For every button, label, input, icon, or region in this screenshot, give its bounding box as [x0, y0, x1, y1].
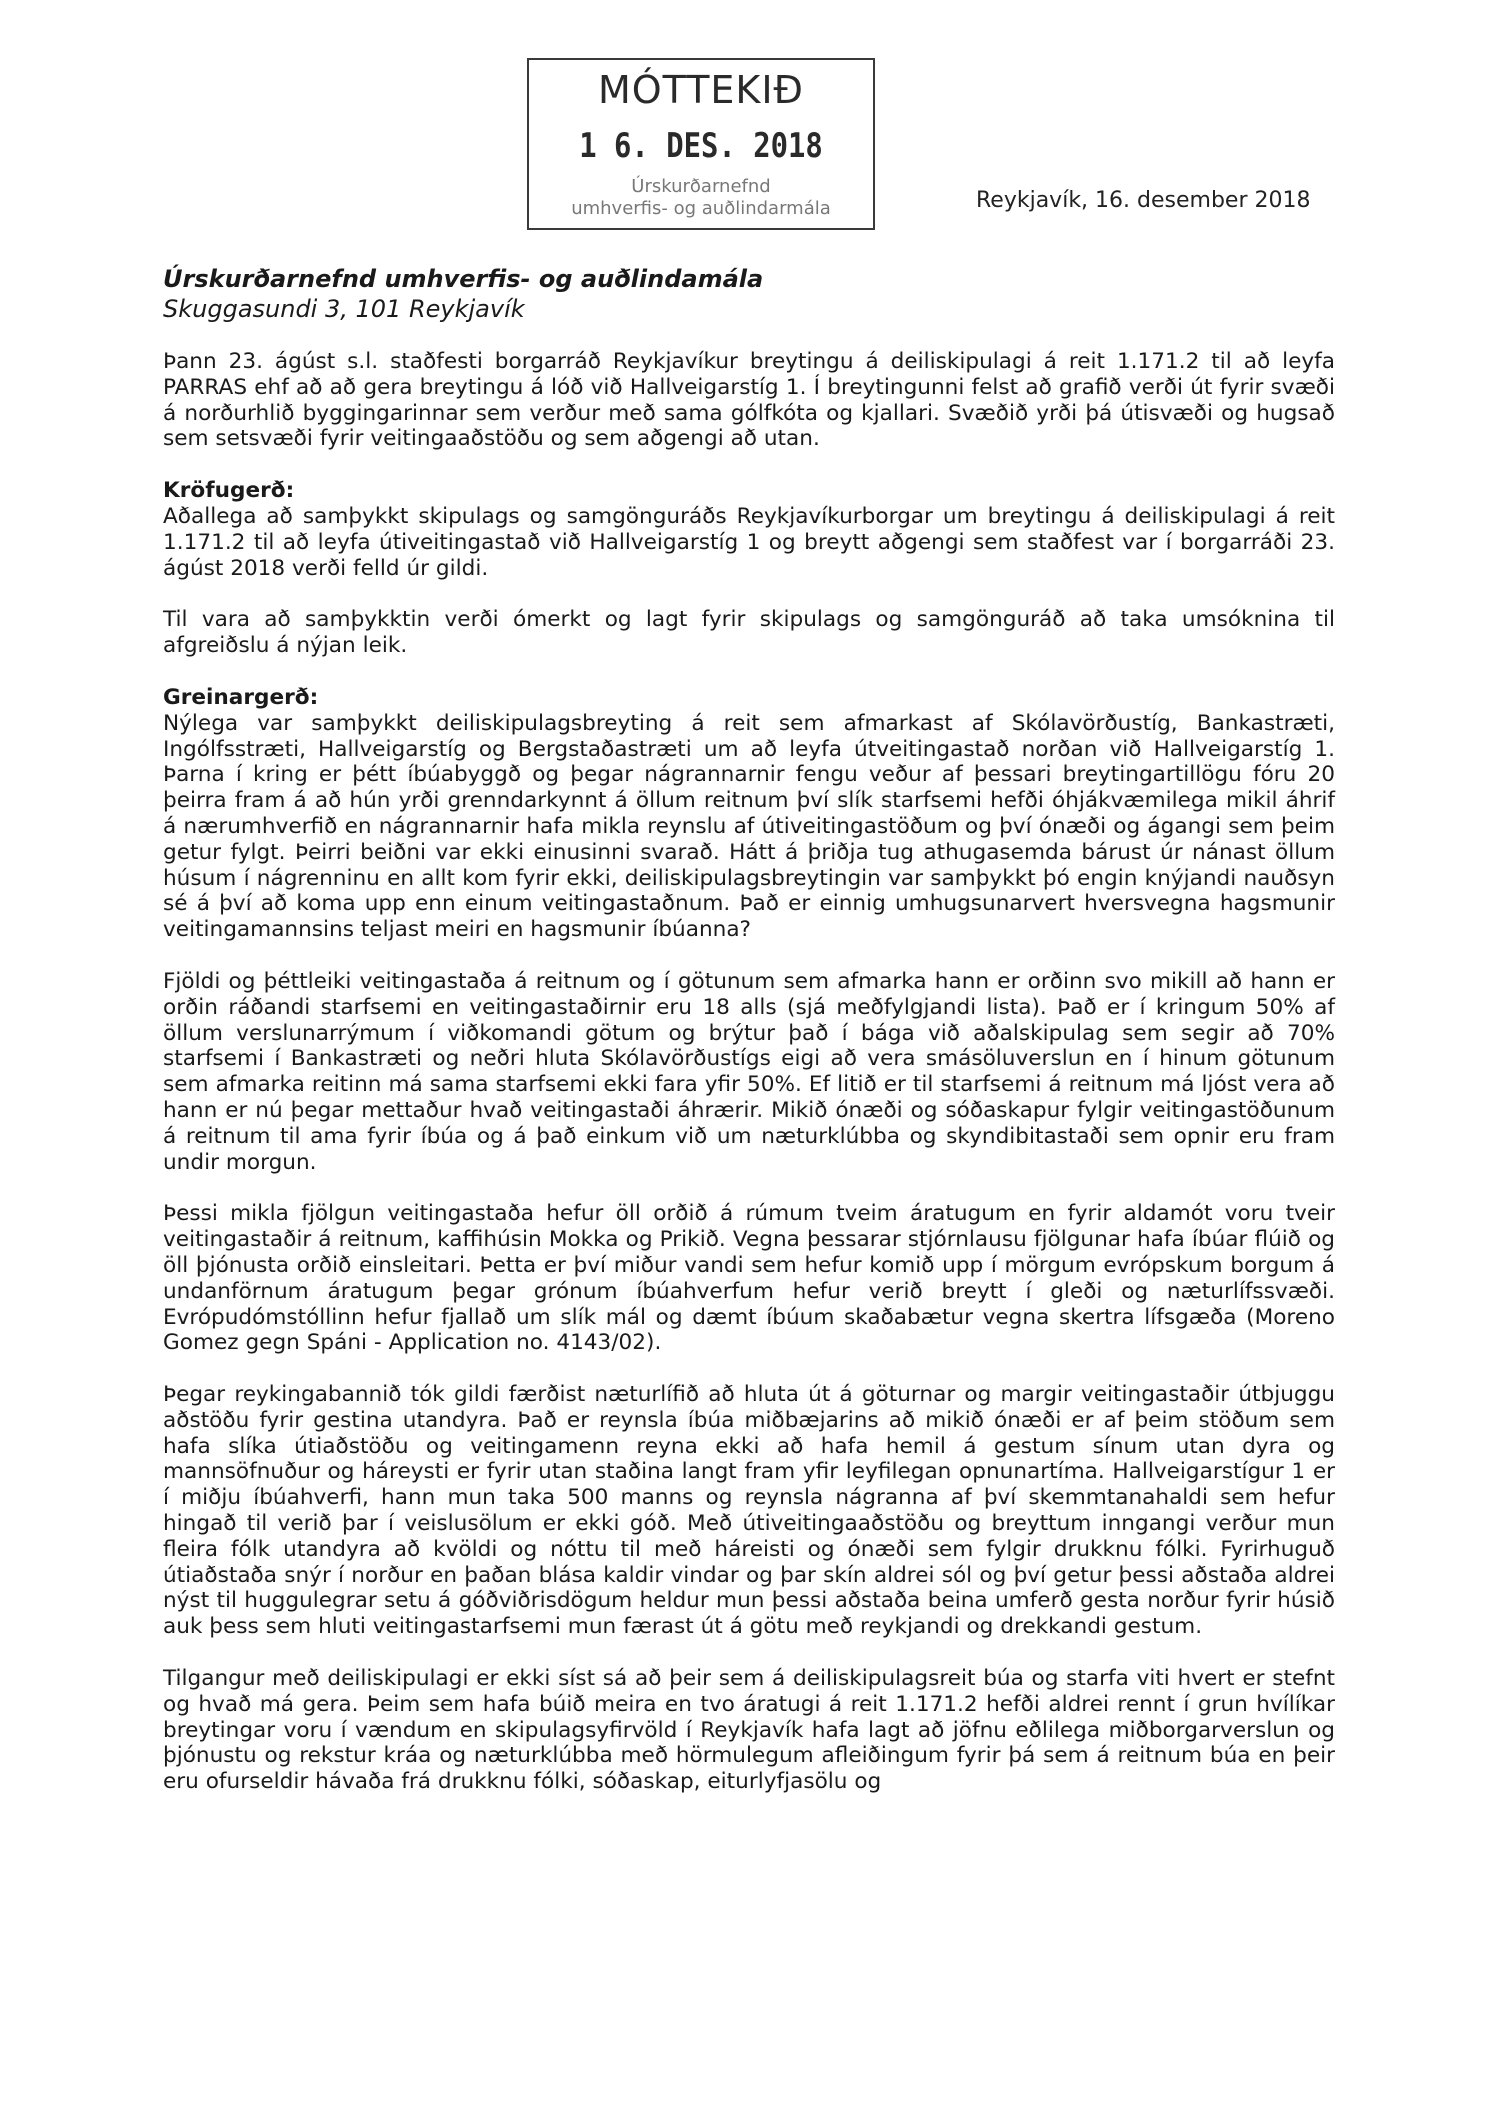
received-stamp — [527, 58, 875, 230]
intro-paragraph: Þann 23. ágúst s.l. staðfesti borgarráð Reykjavíkur breytingu á deiliskipulagi á reit 1.171.2 til að leyfa PARRAS ehf að að gera breytingu á lóð við Hallveigarstíg 1. Í breytingunni felst að grafið verði út fyrir svæði á norðurhlið byggingarinnar sem verður með sama gólfkóta og kjallari. Svæðið yrði þá útisvæði og hugsað sem setsvæði fyrir veitingaaðstöðu og sem aðgengi að utan. — [163, 349, 1335, 452]
stamp-date: 1 6. DES. 2018 — [579, 126, 823, 166]
greinargerd-paragraph-3: Þessi mikla fjölgun veitingastaða hefur öll orðið á rúmum tveim áratugum en fyrir aldamót voru tveir veitingastaðir á reitnum, kaffihúsin Mokka og Prikið. Vegna þessarar stjórnlausu fjölgunar hafa íbúar flúið og öll þjónusta orðið einsleitari. Þetta er því miður vandi sem hefur komið upp í mörgum evrópskum borgum á undanförnum áratugum þegar grónum íbúahverfum hefur verið breytt í gleði og næturlífssvæði. Evrópudómstóllinn hefur fjallað um slík mál og dæmt íbúum skaðabætur vegna skertra lífsgæða (Moreno Gomez gegn Spáni - Application no. 4143/02). — [163, 1201, 1335, 1356]
greinargerd-paragraph-5: Tilgangur með deiliskipulagi er ekki síst sá að þeir sem á deiliskipulagsreit búa og starfa viti hvert er stefnt og hvað má gera. Þeim sem hafa búið meira en tvo áratugi á reit 1.171.2 hefði aldrei rennt í grun hvílíkar breytingar voru í vændum en skipulagsyfirvöld í Reykjavík hafa lagt að jöfnu eðlilega miðborgarverslun og þjónustu og rekstur kráa og næturklúbba með hörmulegum afleiðingum fyrir þá sem á reitnum búa en þeir eru ofurseldir hávaða frá drukknu fólki, sóðaskap, eiturlyfjasölu og — [163, 1666, 1335, 1795]
letter-date: Reykjavík, 16. desember 2018 — [976, 188, 1311, 213]
krofugerd-heading: Kröfugerð: — [163, 478, 295, 504]
greinargerd-paragraph-2: Fjöldi og þéttleiki veitingastaða á reitnum og í götunum sem afmarka hann er orðinn svo mikill að hann er orðin ráðandi starfsemi en veitingastaðirnir eru 18 alls (sjá meðfylgjandi lista). Það er í kringum 50% af öllum verslunarrýmum í viðkomandi götum og brýtur það í bága við aðalskipulag sem segir að 70% starfsemi í Bankastræti og neðri hluta Skólavörðustígs eigi að vera smásöluverslun en í hinum götunum sem afmarka reitinn má sama starfsemi ekki fara yfir 50%. Ef litið er til starfsemi á reitnum má ljóst vera að hann er nú þegar mettaður hvað veitingastaði áhrærir. Mikið ónæði og sóðaskapur fylgir veitingastöðunum á reitnum til ama fyrir íbúa og á það einkum við um næturklúbba og skyndibitastaði sem opnir eru fram undir morgun. — [163, 968, 1335, 1175]
letter-body — [163, 349, 1335, 1821]
greinargerd-paragraph-4: Þegar reykingabannið tók gildi færðist næturlífið að hluta út á göturnar og margir veitingastaðir útbjuggu aðstöðu fyrir gestina utandyra. Það er reynsla íbúa miðbæjarins að mikið ónæði er af þeim stöðum sem hafa slíka útiaðstöðu og veitingamenn reyna ekki að hafa hemil á gestum sínum utan dyra og mannsöfnuður og háreysti er fyrir utan staðina langt fram yfir leyfilegan opnunartíma. Hallveigarstígur 1 er í miðju íbúahverfi, hann mun taka 500 manns og reynsla nágranna af því skemmtanahaldi sem hefur hingað til verið þar í veislusölum er ekki góð. Með útiveitingaaðstöðu og breyttum inngangi verður mun fleira fólk utandyra að kvöldi og nóttu til með háreisti og ónæði sem fylgir drukknu fólki. Fyrirhuguð útiaðstaða snýr í norður en þaðan blása kaldir vindar og þar skín aldrei sól og því getur þessi aðstaða aldrei nýst til huggulegrar setu á góðviðrisdögum heldur mun þessi aðstaða beina umferð gesta norður fyrir húsið auk þess sem hluti veitingastarfsemi mun færast út á götu með reykjandi og drekkandi gestum. — [163, 1382, 1335, 1640]
stamp-line-1: Úrskurðarnefnd — [631, 176, 771, 197]
recipient-block — [163, 264, 763, 324]
stamp-line-2: umhverfis- og auðlindarmála — [571, 198, 831, 219]
recipient-address: Skuggasundi 3, 101 Reykjavík — [163, 295, 525, 323]
krofugerd-paragraph-1: Aðallega að samþykkt skipulags og samgönguráðs Reykjavíkurborgar um breytingu á deiliskipulagi á reit 1.171.2 til að leyfa útiveitingastað við Hallveigarstíg 1 og breytt aðgengi sem staðfest var í borgarráði 23. ágúst 2018 verði felld úr gildi. — [163, 503, 1335, 581]
greinargerd-paragraph-1: Nýlega var samþykkt deiliskipulagsbreyting á reit sem afmarkast af Skólavörðustíg, Bankastræti, Ingólfsstræti, Hallveigarstíg og Bergstaðastræti um að leyfa útveitingastað norðan við Hallveigarstíg 1. Þarna í kring er þétt íbúabyggð og þegar nágrannarnir fengu veður af þessari breytingartillögu fóru 20 þeirra fram á að hún yrði grenndarkynnt á öllum reitnum því slík starfsemi hefði óhjákvæmilega mikil áhrif á nærumhverfið en nágrannarnir hafa mikla reynslu af útiveitingastöðum og því ónæði og ágangi sem þeim getur fylgt. Þeirri beiðni var ekki einusinni svarað. Hátt á þriðja tug athugasemda bárust úr nánast öllum húsum í nágrenninu en allt kom fyrir ekki, deiliskipulagsbreytingin var samþykkt þó engin knýjandi nauðsyn sé á því að koma upp enn einum veitingastaðnum. Það er einnig umhugsunarvert hversvegna hagsmunir veitingamannsins teljast meiri en hagsmunir íbúanna? — [163, 710, 1335, 943]
recipient-name: Úrskurðarnefnd umhverfis- og auðlindamála — [163, 265, 764, 293]
stamp-title: MÓTTEKIÐ — [597, 68, 805, 112]
krofugerd-paragraph-2: Til vara að samþykktin verði ómerkt og lagt fyrir skipulags og samgönguráð að taka umsóknina til afgreiðslu á nýjan leik. — [163, 607, 1335, 659]
greinargerd-heading: Greinargerð: — [163, 684, 319, 710]
